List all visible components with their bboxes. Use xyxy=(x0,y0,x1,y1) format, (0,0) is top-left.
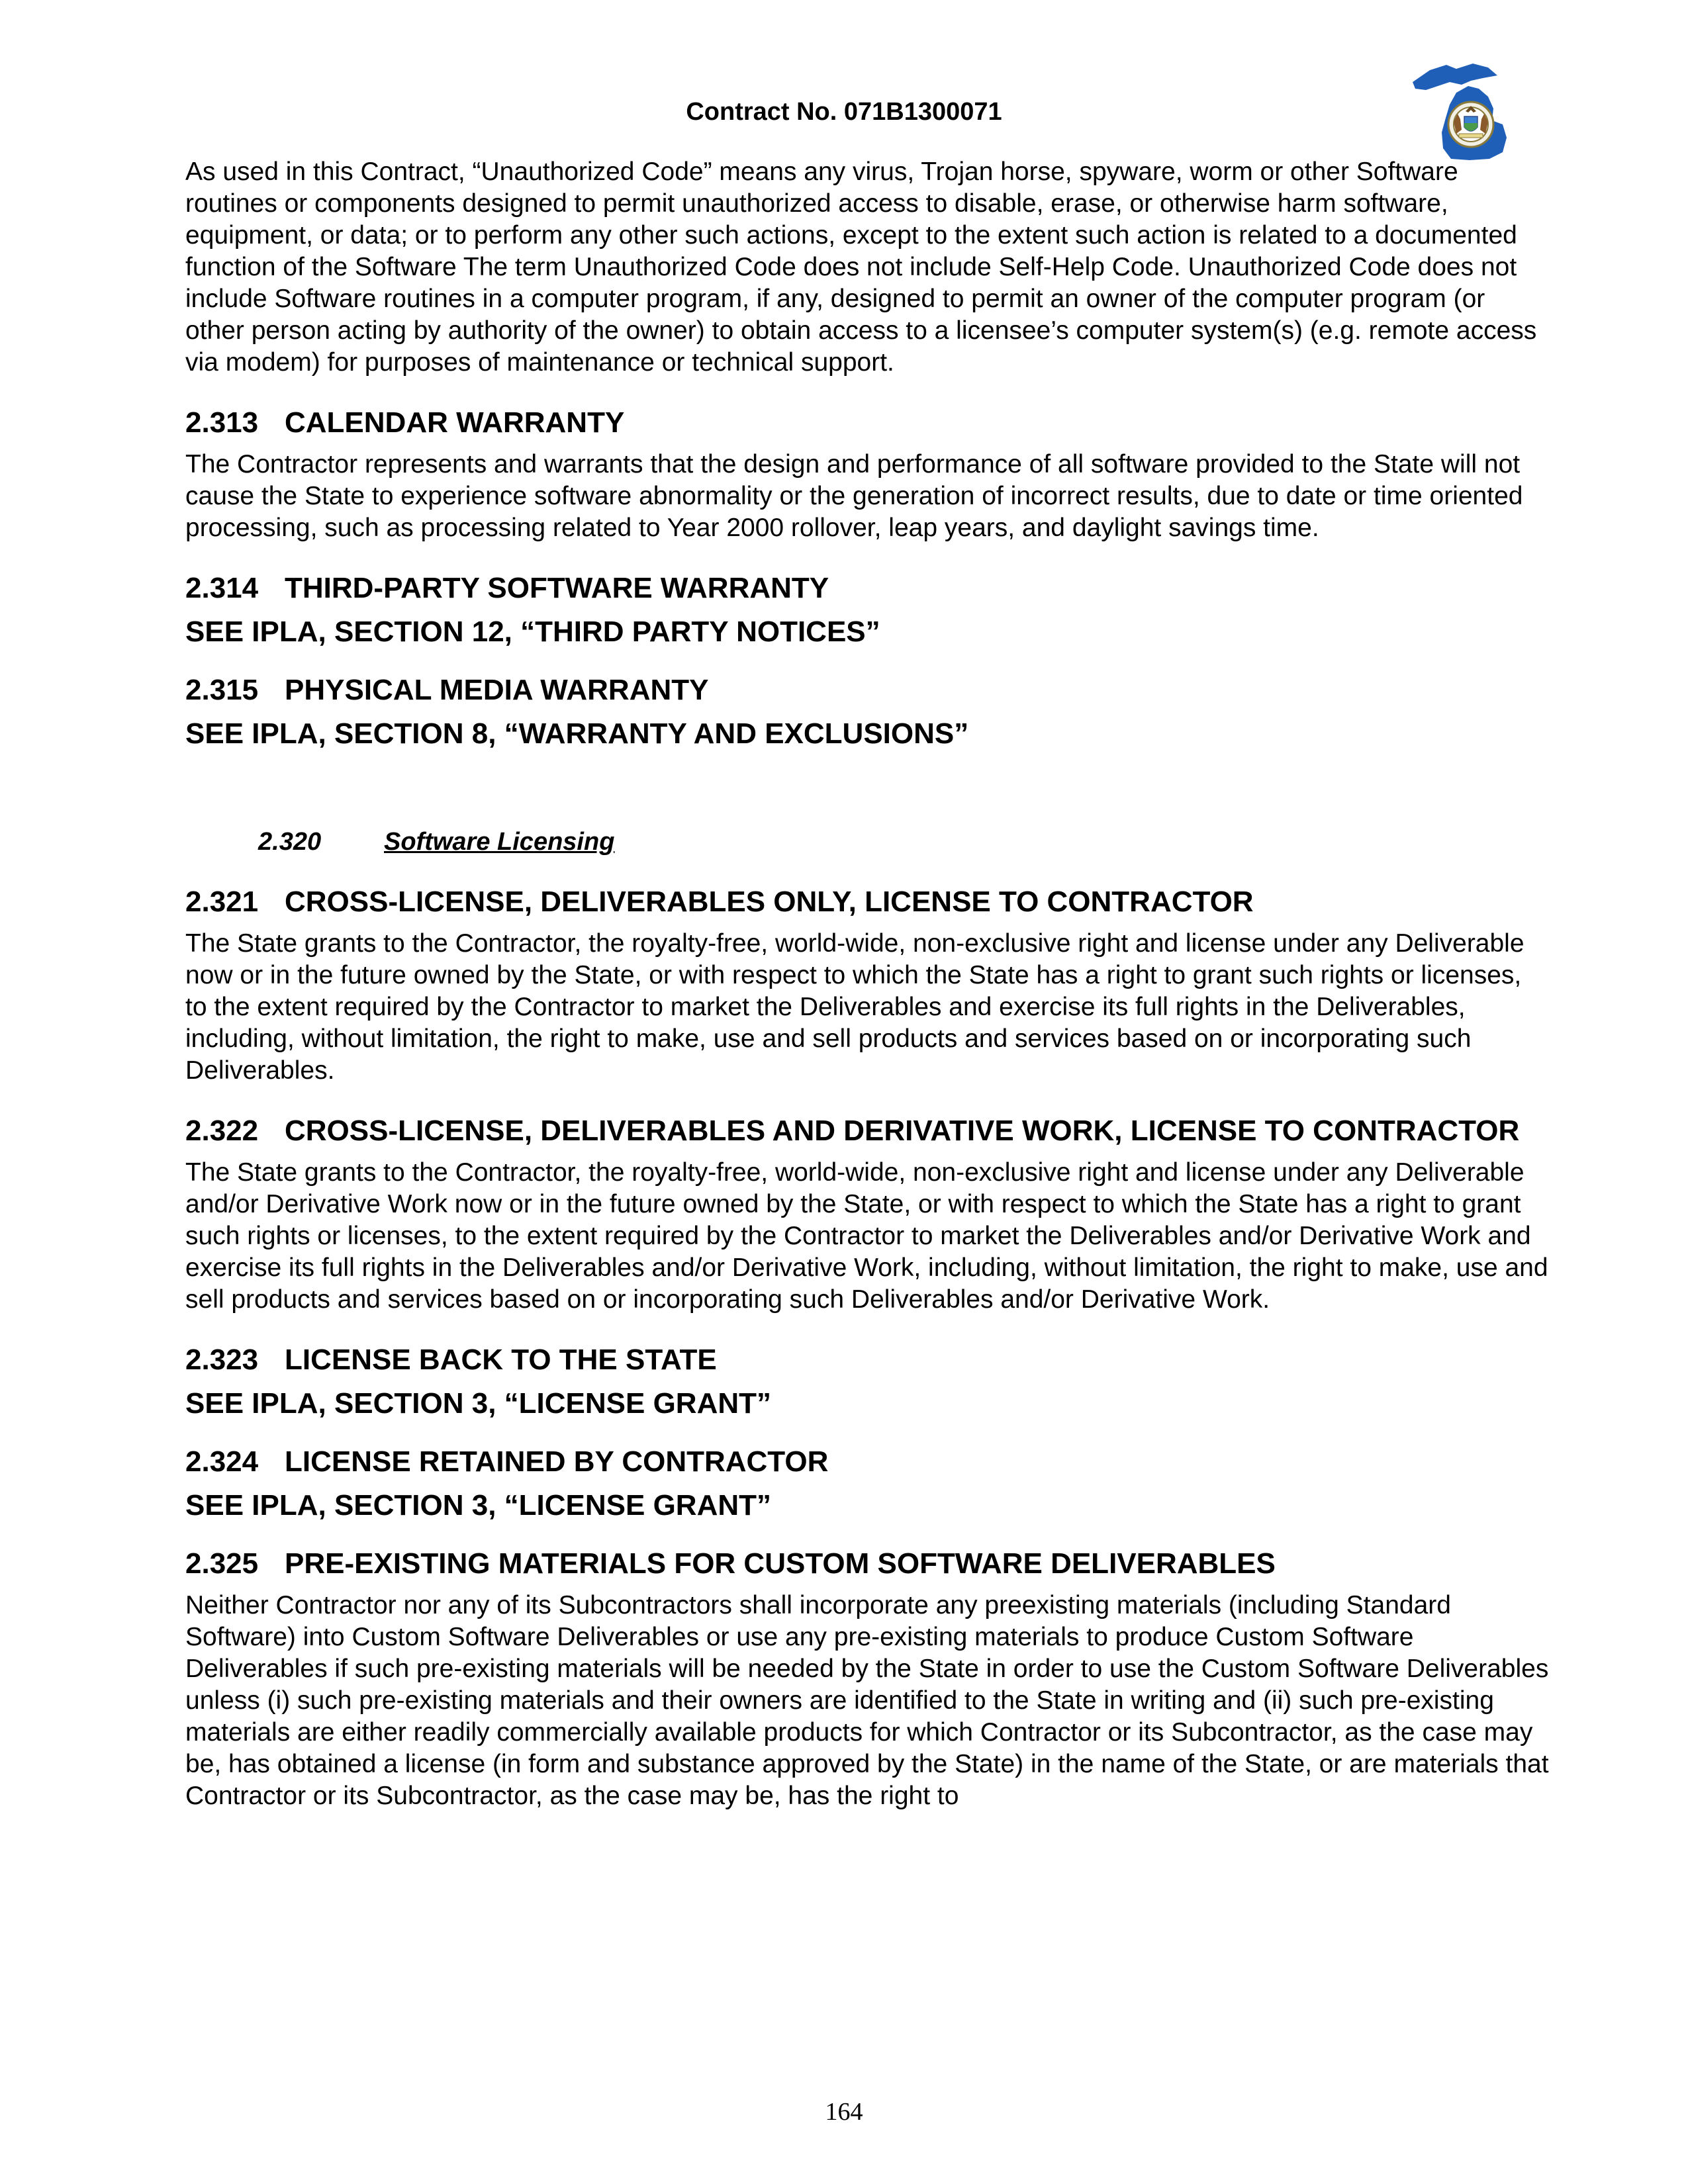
section-body-2325: Neither Contractor nor any of its Subcontractors shall incorporate any preexisting materials (including Standard Software) into Custom Software Deliverables or use any pre-existing materials to produce Custom Software Deliverables if such pre-existing materials will be needed by the State in order to use the Custom Software Deliverables unless (i) such pre-existing materials and their owners are identified to the State in writing and (ii) such pre-existing materials are either readily commercially available products for which Contractor or its Subcontractor, as the case may be, has obtained a license (in form and substance approved by the State) in the name of the State, or are materials that Contractor or its Subcontractor, as the case may be, has the right to xyxy=(185,1591,1549,1810)
section-number: 2.324 xyxy=(185,1445,259,1478)
section-body-2321: The State grants to the Contractor, the royalty-free, world-wide, non-exclusive right and license under any Deliverable now or in the future owned by the State, or with respect to which the State has a right to grant such rights or licenses, to the extent required by the Contractor to market the Deliverables and exercise its full rights in the Deliverables, including, without limitation, the right to make, use and sell products and services based on or incorporating such Deliverables. xyxy=(185,929,1524,1085)
section-reference-2314: SEE IPLA, SECTION 12, “THIRD PARTY NOTICES” xyxy=(185,615,880,648)
intro-paragraph: As used in this Contract, “Unauthorized Code” means any virus, Trojan horse, spyware, worm or other Software routines or components designed to permit unauthorized access to disable, erase, or otherwise harm software, equipment, or data; or to perform any other such actions, except to the extent such action is related to a documented function of the Software The term Unauthorized Code does not include Self-Help Code. Unauthorized Code does not include Software routines in a computer program, if any, designed to permit an owner of the computer program (or other person acting by authority of the owner) to obtain access to a licensee’s computer system(s) (e.g. remote access via modem) for purposes of maintenance or technical support. xyxy=(185,158,1537,377)
subsection-number: 2.320 xyxy=(258,828,322,856)
section-number: 2.322 xyxy=(185,1115,259,1147)
section-body-2313: The Contractor represents and warrants that the design and performance of all software provided to the State will not cause the State to experience software abnormality or the generation of incorrect results, due to date or time oriented processing, such as processing related to Year 2000 rollover, leap years, and daylight savings time. xyxy=(185,450,1523,542)
section-number: 2.313 xyxy=(185,406,259,439)
section-title: CROSS-LICENSE, DELIVERABLES ONLY, LICENSE TO CONTRACTOR xyxy=(285,886,1254,918)
section-heading-2314 xyxy=(185,570,1549,606)
subsection-heading-2320 xyxy=(258,826,1549,858)
section-heading-2325 xyxy=(185,1546,1549,1582)
section-title: PHYSICAL MEDIA WARRANTY xyxy=(285,674,709,706)
section-reference-2315: SEE IPLA, SECTION 8, “WARRANTY AND EXCLUSIONS” xyxy=(185,717,969,750)
section-heading-2321 xyxy=(185,884,1549,920)
section-heading-2323 xyxy=(185,1342,1549,1378)
section-number: 2.315 xyxy=(185,674,259,706)
document-body xyxy=(185,156,1549,1812)
section-title: CALENDAR WARRANTY xyxy=(285,406,625,439)
contract-number-header: Contract No. 071B1300071 xyxy=(686,98,1002,126)
section-title: LICENSE RETAINED BY CONTRACTOR xyxy=(285,1445,829,1478)
section-number: 2.314 xyxy=(185,572,259,604)
section-reference-2323: SEE IPLA, SECTION 3, “LICENSE GRANT” xyxy=(185,1387,772,1420)
section-heading-2313 xyxy=(185,405,1549,441)
section-heading-2324 xyxy=(185,1444,1549,1480)
subsection-title: Software Licensing xyxy=(384,828,615,856)
michigan-state-seal-icon xyxy=(1410,56,1523,161)
page-number: 164 xyxy=(825,2098,863,2126)
section-reference-2324: SEE IPLA, SECTION 3, “LICENSE GRANT” xyxy=(185,1489,772,1522)
section-title: THIRD-PARTY SOFTWARE WARRANTY xyxy=(285,572,829,604)
section-heading-2322 xyxy=(185,1113,1549,1149)
section-body-2322: The State grants to the Contractor, the royalty-free, world-wide, non-exclusive right and license under any Deliverable and/or Derivative Work now or in the future owned by the State, or with respect to which the State has a right to grant such rights or licenses, to the extent required by the Contractor to market the Deliverables and/or Derivative Work and exercise its full rights in the Deliverables and/or Derivative Work, including, without limitation, the right to make, use and sell products and services based on or incorporating such Deliverables and/or Derivative Work. xyxy=(185,1158,1548,1314)
section-number: 2.323 xyxy=(185,1343,259,1376)
section-heading-2315 xyxy=(185,672,1549,708)
section-title: CROSS-LICENSE, DELIVERABLES AND DERIVATIVE WORK, LICENSE TO CONTRACTOR xyxy=(285,1115,1520,1147)
section-number: 2.321 xyxy=(185,886,259,918)
section-number: 2.325 xyxy=(185,1547,259,1580)
section-title: PRE-EXISTING MATERIALS FOR CUSTOM SOFTWARE DELIVERABLES xyxy=(285,1547,1276,1580)
section-title: LICENSE BACK TO THE STATE xyxy=(285,1343,717,1376)
